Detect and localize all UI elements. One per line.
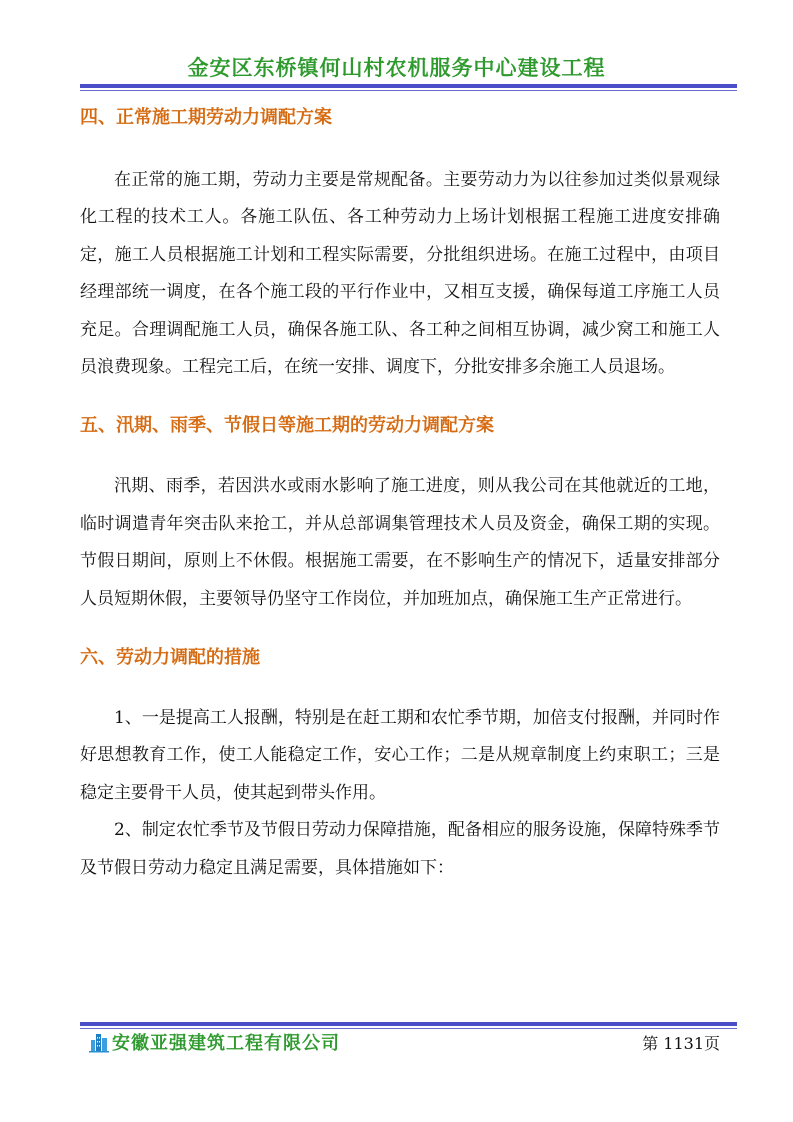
document-body xyxy=(80,100,720,887)
building-logo-icon xyxy=(88,1031,110,1053)
body-paragraph: 2、制定农忙季节及节假日劳动力保障措施，配备相应的服务设施，保障特殊季节及节假日劳动力稳定且满足需要，具体措施如下： xyxy=(80,820,720,878)
section-heading: 五、汛期、雨季、节假日等施工期的劳动力调配方案 xyxy=(80,415,494,437)
header-rule xyxy=(80,84,737,91)
company-name: 安徽亚强建筑工程有限公司 xyxy=(112,1033,340,1054)
body-paragraph: 在正常的施工期，劳动力主要是常规配备。主要劳动力为以往参加过类似景观绿化工程的技术工人。各施工队伍、各工种劳动力上场计划根据工程施工进度安排确定，施工人员根据施工计划和工程实际需要，分批组织进场。在施工过程中，由项目经理部统一调度，在各个施工段的平行作业中，又相互支援，确保每道工序施工人员充足。合理调配施工人员，确保各施工队、各工种之间相互协调，减少窝工和施工人员浪费现象。工程完工后，在统一安排、调度下，分批安排多余施工人员退场。 xyxy=(80,170,720,378)
document-header-title: 金安区东桥镇何山村农机服务中心建设工程 xyxy=(187,56,606,80)
section-heading: 六、劳动力调配的措施 xyxy=(80,647,260,669)
body-paragraph: 汛期、雨季，若因洪水或雨水影响了施工进度，则从我公司在其他就近的工地，临时调遣青年突击队来抢工，并从总部调集管理技术人员及资金，确保工期的实现。节假日期间，原则上不休假。根据施工需要，在不影响生产的情况下，适量安排部分人员短期休假，主要领导仍坚守工作岗位，并加班加点，确保施工生产正常进行。 xyxy=(80,476,720,609)
body-paragraph: 1、一是提高工人报酬，特别是在赶工期和农忙季节期，加倍支付报酬，并同时作好思想教育工作，使工人能稳定工作，安心工作；二是从规章制度上约束职工；三是稳定主要骨干人员，使其起到带头作用。 xyxy=(80,708,720,803)
section-heading: 四、正常施工期劳动力调配方案 xyxy=(80,107,332,128)
page-number: 第 1131页 xyxy=(642,1034,720,1053)
page-footer xyxy=(80,1028,720,1058)
